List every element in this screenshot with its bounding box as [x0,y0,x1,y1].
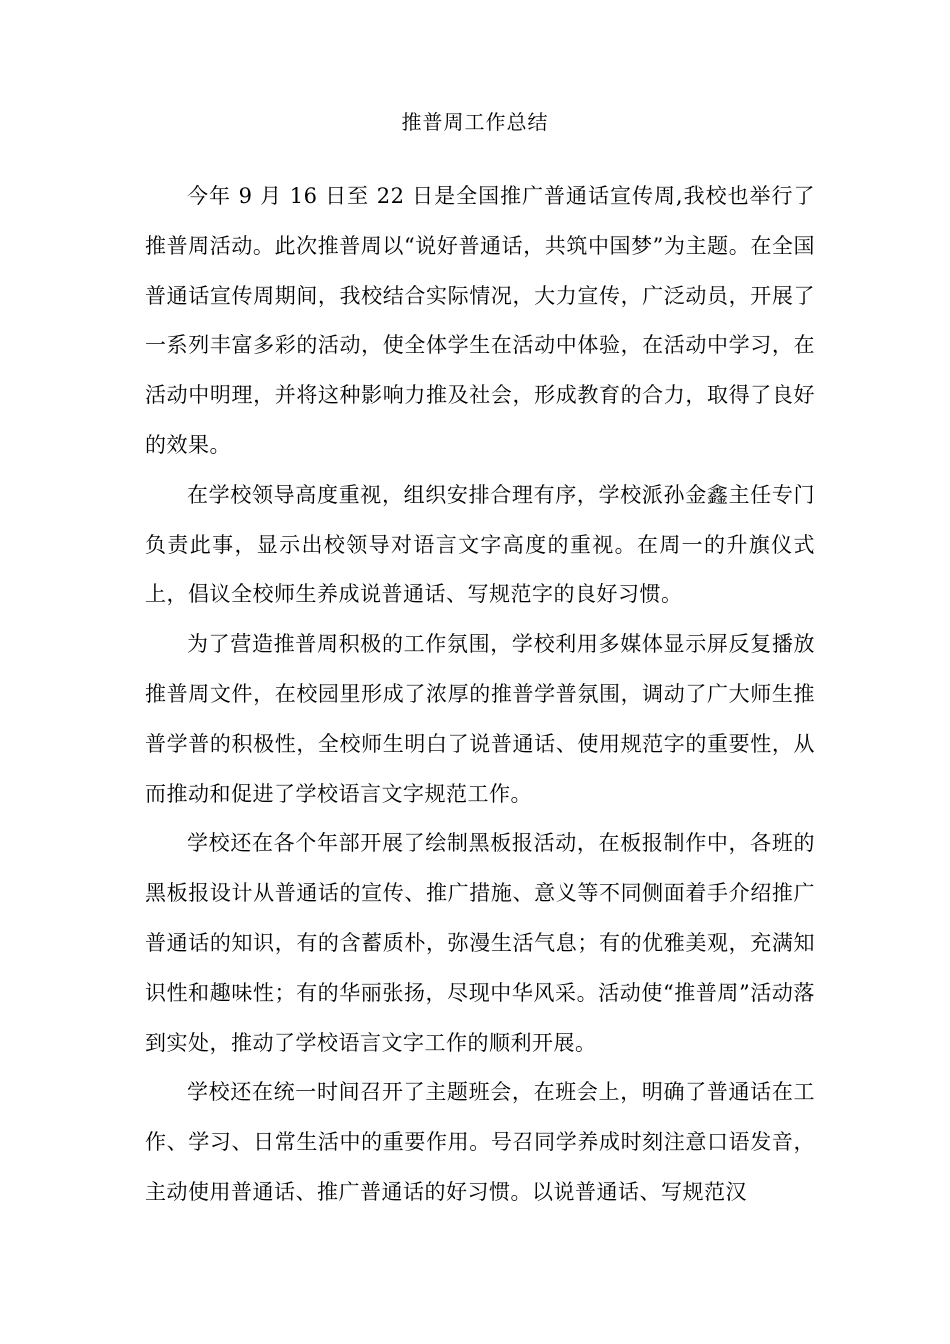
paragraph-3: 为了营造推普周积极的工作氛围，学校利用多媒体显示屏反复播放推普周文件，在校园里形成了浓厚的推普学普氛围，调动了广大师生推普学普的积极性，全校师生明白了说普通话、使用规范字的重要性，从而推动和促进了学校语言文字规范工作。 [145,632,815,806]
paragraph-1: 今年 9 月 16 日至 22 日是全国推广普通话宣传周,我校也举行了推普周活动。此次推普周以“说好普通话，共筑中国梦”为主题。在全国普通话宣传周期间，我校结合实际情况，大力宣传，广泛动员，开展了一系列丰富多彩的活动，使全体学生在活动中体验，在活动中学习，在活动中明理，并将这种影响力推及社会，形成教育的合力，取得了良好的效果。 [145,184,815,457]
document-body [145,172,815,1218]
paragraph-4: 学校还在各个年部开展了绘制黑板报活动，在板报制作中，各班的黑板报设计从普通话的宣传、推广措施、意义等不同侧面着手介绍推广普通话的知识，有的含蓄质朴，弥漫生活气息；有的优雅美观，充满知识性和趣味性；有的华丽张扬，尽现中华风采。活动使“推普周”活动落到实处，推动了学校语言文字工作的顺利开展。 [145,831,815,1055]
paragraph-2: 在学校领导高度重视，组织安排合理有序，学校派孙金鑫主任专门负责此事，显示出校领导对语言文字高度的重视。在周一的升旗仪式上，倡议全校师生养成说普通话、写规范字的良好习惯。 [145,482,815,607]
paragraph-5: 学校还在统一时间召开了主题班会，在班会上，明确了普通话在工作、学习、日常生活中的重要作用。号召同学养成时刻注意口语发音，主动使用普通话、推广普通话的好习惯。以说普通话、写规范汉 [145,1080,815,1204]
document-title: 推普周工作总结 [401,110,549,134]
